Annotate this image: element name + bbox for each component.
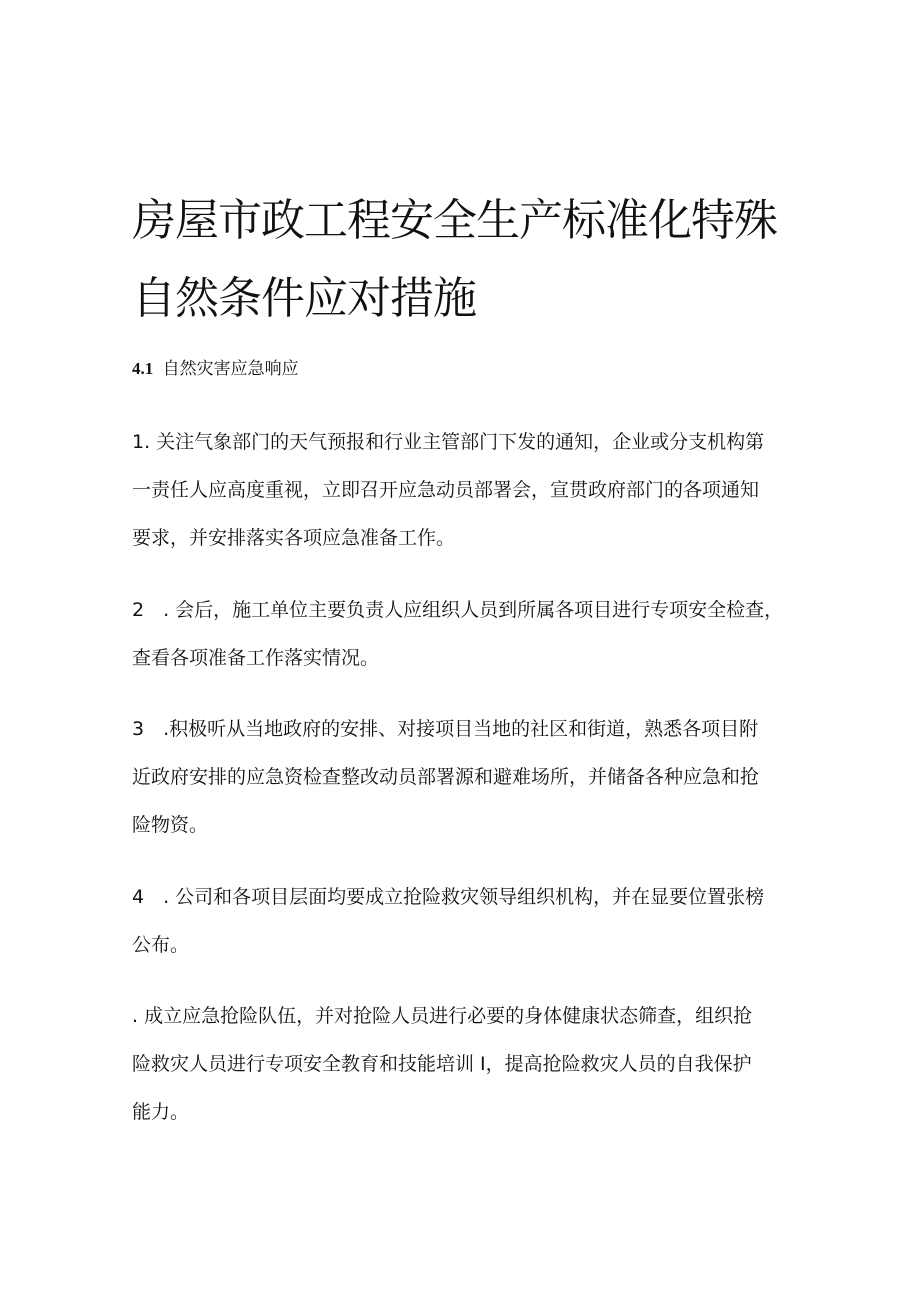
title-line: 自然条件应对措施 — [132, 273, 476, 324]
paragraph-line: 要求，并安排落实各项应急准备工作。 — [132, 527, 456, 549]
title-line: 房屋市政工程安全生产标准化特殊 — [132, 195, 777, 246]
paragraph-line: 能力。 — [132, 1101, 190, 1123]
paragraph-line: 近政府安排的应急资检查整改动员部署源和避难场所，并储备各种应急和抢 — [132, 766, 760, 788]
paragraph-5 — [132, 992, 802, 1136]
paragraph-line: 3 .积极听从当地政府的安排、对接项目当地的社区和街道，熟悉各项目附 — [132, 718, 759, 740]
paragraph-line: 公布。 — [132, 934, 190, 956]
paragraph-line: 险救灾人员进行专项安全教育和技能培训 I，提高抢险救灾人员的自我保护 — [132, 1053, 752, 1075]
paragraph-3 — [132, 705, 802, 849]
section-number: 4.1 — [132, 359, 154, 378]
paragraph-line: . 成立应急抢险队伍，并对抢险人员进行必要的身体健康状态筛查，组织抢 — [132, 1005, 753, 1027]
paragraph-line: 1. 关注气象部门的天气预报和行业主管部门下发的通知，企业或分支机构第 — [132, 431, 765, 453]
paragraph-line: 查看各项准备工作落实情况。 — [132, 647, 380, 669]
document-title — [132, 182, 792, 338]
paragraph-line: 4 . 公司和各项目层面均要成立抢险救灾领导组织机构，并在显要位置张榜 — [132, 886, 765, 908]
section-heading-text: 自然灾害应急响应 — [162, 359, 299, 379]
paragraph-4 — [132, 873, 802, 969]
paragraph-line: 一责任人应高度重视，立即召开应急动员部署会，宣贯政府部门的各项通知 — [132, 479, 760, 501]
paragraph-1 — [132, 418, 802, 562]
paragraph-line: 险物资。 — [132, 814, 209, 836]
paragraph-2 — [132, 586, 802, 682]
paragraph-line: 2 . 会后，施工单位主要负责人应组织人员到所属各项目进行专项安全检查， — [132, 599, 784, 621]
section-heading — [132, 356, 299, 382]
